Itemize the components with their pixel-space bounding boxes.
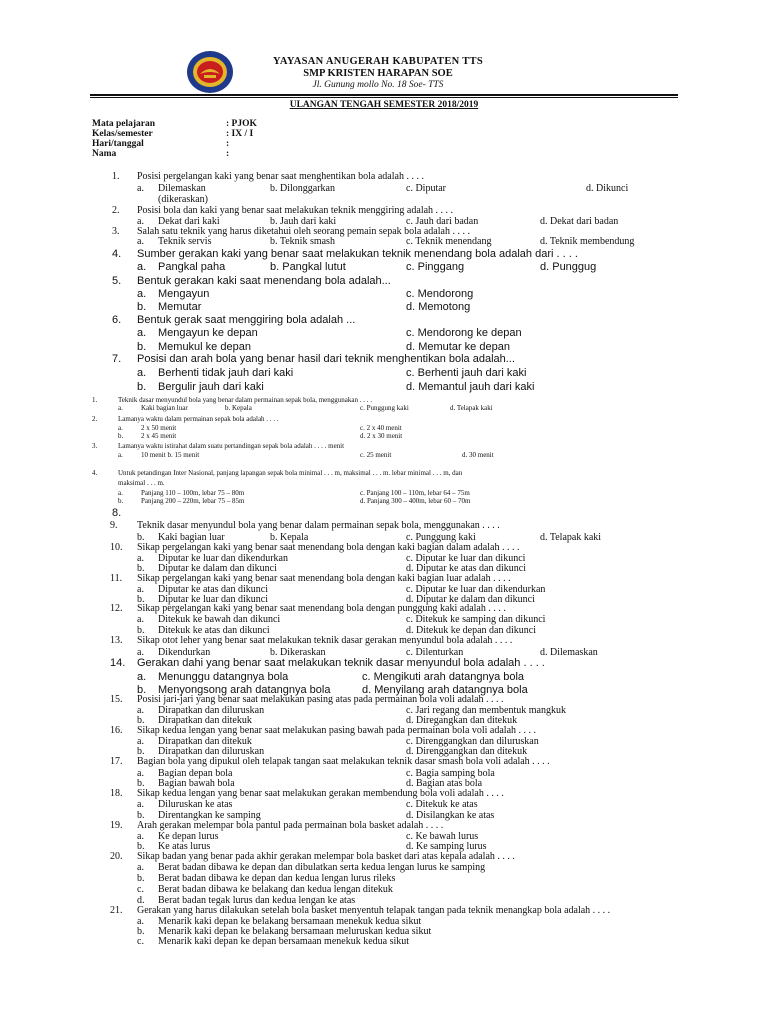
answer-option: Menarik kaki depan ke depan bersamaan menekuk kedua sikut: [158, 936, 410, 947]
answer-option: c. Bagia samping bola: [406, 768, 495, 779]
meta-label: Nama: [92, 149, 117, 159]
answer-option: b.: [137, 381, 147, 393]
school-address: Jl. Gunung mollo No. 18 Soe- TTS: [312, 80, 444, 90]
answer-option: c. Mendorong ke depan: [406, 327, 522, 339]
question-number: 18.: [110, 788, 123, 799]
small-question-number: 3.: [92, 442, 98, 450]
question-number: 3.: [112, 226, 120, 237]
answer-option: d. Dikunci: [586, 183, 629, 194]
answer-option: a.: [137, 327, 147, 339]
answer-option: Dirapatkan dan diluruskan: [158, 746, 265, 757]
answer-option: c. Jari regang dan membentuk mangkuk: [406, 705, 566, 716]
question-number: 21.: [110, 905, 123, 916]
answer-option: Berhenti tidak jauh dari kaki: [158, 367, 294, 379]
small-answer-option: d. Telapak kaki: [450, 404, 493, 412]
meta-value: :: [226, 139, 230, 149]
small-answer-option: d. 2 x 30 menit: [360, 432, 403, 440]
small-answer-option: c. Punggung kaki: [360, 404, 409, 412]
answer-option: a.: [137, 614, 144, 625]
answer-option: c. Jauh dari badan: [406, 216, 479, 227]
answer-option: b. Dikeraskan: [270, 647, 326, 658]
answer-option: Menarik kaki depan ke belakang bersamaan menekuk kedua sikut: [158, 916, 422, 927]
meta-value: : IX / I: [226, 129, 254, 139]
question-number: 9.: [110, 520, 118, 531]
meta-row: [92, 149, 229, 159]
question-number: 11.: [110, 573, 123, 584]
answer-option: b. Jauh dari kaki: [270, 216, 337, 227]
answer-option: d. Teknik membendung: [540, 236, 635, 247]
question-number: 15.: [110, 694, 123, 705]
small-question-text: Lamanya waktu istirahat dalam suatu pertandingan sepak bola adalah . . . . menit: [118, 442, 345, 450]
small-answer-option: 10 menit b. 15 menit: [141, 451, 200, 459]
answer-option: Dirapatkan dan ditekuk: [158, 715, 252, 726]
small-answer-option: Panjang 200 – 220m, lebar 75 – 85m: [141, 497, 245, 505]
answer-option: b.: [137, 563, 145, 574]
answer-option: a.: [137, 367, 147, 379]
small-answer-option: Kaki bagian luar: [141, 404, 188, 412]
answer-option: b.: [137, 841, 145, 852]
answer-option: Dilemaskan: [158, 183, 206, 194]
question-text: Gerakan yang harus dilakukan setelah bola basket menyentuh telapak tangan pada teknik menangkap bola adalah . . . .: [137, 905, 611, 916]
question-number: 13.: [110, 635, 123, 646]
answer-option: Diputar ke atas dan dikunci: [158, 584, 268, 595]
answer-option: d. Ditekuk ke depan dan dikunci: [406, 625, 536, 636]
school-name: SMP KRISTEN HARAPAN SOE: [303, 68, 453, 79]
answer-option: Diputar ke luar dan dikendurkan: [158, 553, 288, 564]
question-text: Sikap pergelangan kaki yang benar saat menendang bola dengan punggung kaki adalah . . . .: [137, 603, 506, 614]
answer-option: b.: [137, 810, 145, 821]
answer-option: a.: [137, 831, 144, 842]
answer-option: d. Punggug: [540, 261, 597, 273]
answer-option: c.: [137, 884, 144, 895]
question-text: Posisi pergelangan kaki yang benar saat menghentikan bola adalah . . . .: [137, 171, 424, 182]
answer-option: d. Diregangkan dan ditekuk: [406, 715, 518, 726]
answer-option: Menunggu datangnya bola: [158, 671, 289, 683]
question-text: Arah gerakan melempar bola pantul pada permainan bola basket adalah . . . .: [137, 820, 444, 831]
answer-option: b.: [137, 684, 147, 696]
answer-option: a.: [137, 288, 147, 300]
answer-option: Mengayun: [158, 288, 210, 300]
answer-option: b.: [137, 341, 147, 353]
answer-option: a.: [137, 736, 144, 747]
answer-option: Menyongsong arah datangnya bola: [158, 684, 331, 696]
small-answer-option: Panjang 110 – 100m, lebar 75 – 80m: [141, 489, 245, 497]
question-text: Gerakan dahi yang benar saat melakukan teknik dasar menyundul bola adalah . . . .: [137, 657, 545, 669]
answer-option: Dirapatkan dan diluruskan: [158, 705, 265, 716]
school-logo-icon: [186, 50, 234, 94]
question-text: Sikap pergelangan kaki yang benar saat menendang bola dengan kaki bagian dalam adalah . . . .: [137, 542, 520, 553]
question-text: Posisi dan arah bola yang benar hasil dari teknik menghentikan bola adalah...: [137, 353, 515, 365]
answer-option: Pangkal paha: [158, 261, 226, 273]
answer-option: c. Teknik menendang: [406, 236, 492, 247]
answer-option: a.: [137, 799, 144, 810]
answer-option: Berat badan dibawa ke belakang dan kedua lengan ditekuk: [158, 884, 393, 895]
answer-option: c. Punggung kaki: [406, 532, 476, 543]
answer-option: d. Telapak kaki: [540, 532, 602, 543]
answer-option: a.: [137, 553, 144, 564]
answer-option: d. Diputar ke atas dan dikunci: [406, 563, 526, 574]
answer-option: c. Diputar ke luar dan dikunci: [406, 553, 526, 564]
question-text: Posisi jari-jari yang benar saat melakukan pasing atas pada permainan bola voli adalah . . . .: [137, 694, 504, 705]
answer-option: Memukul ke depan: [158, 341, 251, 353]
answer-option: d. Memantul jauh dari kaki: [406, 381, 535, 393]
answer-option: b.: [137, 873, 145, 884]
small-answer-option: b.: [118, 432, 124, 440]
question-number: 7.: [112, 353, 122, 365]
answer-option: c. Ditekuk ke samping dan dikunci: [406, 614, 546, 625]
answer-option: a.: [137, 261, 147, 273]
answer-option: b. Teknik smash: [270, 236, 335, 247]
answer-option: c. Diputar: [406, 183, 446, 194]
question-text: Sikap badan yang benar pada akhir gerakan melempar bola basket dari atas kepala adalah . . . .: [137, 851, 515, 862]
small-question-continuation: maksimal . . . m.: [118, 479, 165, 487]
meta-row: [92, 139, 229, 149]
answer-option: a.: [137, 916, 144, 927]
answer-option: c. Direnggangkan dan diluruskan: [406, 736, 539, 747]
answer-option: Berat badan dibawa ke depan dan dibulatkan serta kedua lengan lurus ke samping: [158, 862, 486, 873]
answer-option: b.: [137, 532, 145, 543]
small-answer-option: a.: [118, 404, 123, 412]
answer-option: a.: [137, 647, 144, 658]
answer-option: Berat badan tegak lurus dan kedua lengan ke atas: [158, 895, 356, 906]
small-answer-option: a.: [118, 489, 123, 497]
foundation-name: YAYASAN ANUGERAH KABUPATEN TTS: [272, 56, 483, 67]
answer-option: b.: [137, 778, 145, 789]
answer-option: c. Berhenti jauh dari kaki: [406, 367, 527, 379]
small-question-text: Lamanya waktu dalam permainan sepak bola adalah . . . .: [118, 415, 279, 423]
answer-option: Menarik kaki depan ke belakang bersamaan meluruskan kedua sikut: [158, 926, 432, 937]
answer-option: Kaki bagian luar: [158, 532, 225, 543]
exam-title: ULANGAN TENGAH SEMESTER 2018/2019: [289, 100, 479, 110]
answer-option: d. Direnggangkan dan ditekuk: [406, 746, 528, 757]
answer-option: d. Ke samping lurus: [406, 841, 487, 852]
meta-value: :: [226, 149, 230, 159]
small-answer-option: d. 30 menit: [462, 451, 494, 459]
question-number: 14.: [110, 657, 126, 669]
question-text: Posisi bola dan kaki yang benar saat melakukan teknik menggiring adalah . . . .: [137, 205, 454, 216]
answer-option: b.: [137, 594, 145, 605]
answer-option: Dekat dari kaki: [158, 216, 220, 227]
answer-option: Berat badan dibawa ke depan dan kedua lengan lurus rileks: [158, 873, 396, 884]
small-question-number: 1.: [92, 396, 98, 404]
question-text: Sikap kedua lengan yang benar saat melakukan pasing bawah pada permainan bola voli adalah . . . .: [137, 725, 537, 736]
answer-option: Teknik servis: [158, 236, 212, 247]
question-continuation: (dikeraskan): [158, 194, 208, 205]
small-answer-option: 2 x 45 menit: [141, 432, 177, 440]
answer-option: c. Pinggang: [406, 261, 465, 273]
small-answer-option: c. 2 x 40 menit: [360, 424, 402, 432]
answer-option: d. Bagian atas bola: [406, 778, 483, 789]
question-number: 19.: [110, 820, 123, 831]
question-number: 20.: [110, 851, 123, 862]
answer-option: Bagian bawah bola: [158, 778, 235, 789]
answer-option: Memutar: [158, 301, 202, 313]
answer-option: d. Menyilang arah datangnya bola: [362, 684, 528, 696]
question-text: Bagian bola yang dipukul oleh telapak tangan saat melakukan teknik dasar smash bola voli adalah . . . .: [137, 756, 550, 767]
question-text: Sumber gerakan kaki yang benar saat melakukan teknik menendang bola adalah dari . . . .: [137, 248, 578, 260]
small-answer-option: b.: [118, 497, 124, 505]
answer-option: Bergulir jauh dari kaki: [158, 381, 264, 393]
question-text: Bentuk gerak saat menggiring bola adalah ...: [137, 314, 356, 326]
answer-option: c. Ke bawah lurus: [406, 831, 479, 842]
header-rule-thin: [90, 97, 678, 98]
meta-label: Hari/tanggal: [92, 139, 144, 149]
answer-option: Direntangkan ke samping: [158, 810, 261, 821]
small-question-text: Teknik dasar menyundul bola yang benar dalam permainan sepak bola, menggunakan . . . .: [118, 396, 372, 404]
answer-option: Dirapatkan dan ditekuk: [158, 736, 252, 747]
question-number: 4.: [112, 248, 122, 260]
question-text: Sikap otot leher yang benar saat melakukan teknik dasar gerakan menyundul bola adalah . . . .: [137, 635, 513, 646]
answer-option: a.: [137, 862, 144, 873]
small-question-number: 4.: [92, 469, 98, 477]
answer-option: b.: [137, 926, 145, 937]
question-number: 12.: [110, 603, 123, 614]
answer-option: b. Kepala: [270, 532, 309, 543]
question-number: 17.: [110, 756, 123, 767]
question-number: 8.: [112, 507, 122, 519]
answer-option: d. Memotong: [406, 301, 471, 313]
answer-option: d. Disilangkan ke atas: [406, 810, 495, 821]
answer-option: Diputar ke dalam dan dikunci: [158, 563, 277, 574]
answer-option: Ke atas lurus: [158, 841, 211, 852]
answer-option: a.: [137, 584, 144, 595]
small-answer-option: d. Panjang 300 – 400m, lebar 60 – 70m: [360, 497, 471, 505]
question-text: Sikap pergelangan kaki yang benar saat menendang bola dengan kaki bagian luar adalah . . . .: [137, 573, 511, 584]
small-answer-option: a.: [118, 424, 123, 432]
answer-option: Bagian depan bola: [158, 768, 233, 779]
question-text: Teknik dasar menyundul bola yang benar dalam permainan sepak bola, menggunakan . . . .: [137, 520, 500, 531]
question-number: 6.: [112, 314, 122, 326]
meta-row: [92, 119, 257, 129]
question-number: 2.: [112, 205, 120, 216]
header-rule: [90, 94, 678, 96]
answer-option: b.: [137, 301, 147, 313]
answer-option: d.: [137, 895, 145, 906]
answer-option: Diputar ke luar dan dikunci: [158, 594, 268, 605]
answer-option: b. Dilonggarkan: [270, 183, 335, 194]
answer-option: a.: [137, 768, 144, 779]
question-text: Salah satu teknik yang harus diketahui oleh seorang pemain sepak bola adalah . . . .: [137, 226, 470, 237]
answer-option: c. Dilenturkan: [406, 647, 464, 658]
answer-option: c. Mendorong: [406, 288, 474, 300]
answer-option: a.: [137, 705, 144, 716]
small-answer-option: c. Panjang 100 – 110m, lebar 64 – 75m: [360, 489, 470, 497]
answer-option: Diluruskan ke atas: [158, 799, 233, 810]
small-answer-option: c. 25 menit: [360, 451, 392, 459]
answer-option: d. Diputar ke dalam dan dikunci: [406, 594, 535, 605]
answer-option: c. Diputar ke luar dan dikendurkan: [406, 584, 546, 595]
question-number: 16.: [110, 725, 123, 736]
meta-row: [92, 129, 253, 139]
meta-label: Mata pelajaran: [92, 119, 156, 129]
question-number: 1.: [112, 171, 120, 182]
answer-option: a.: [137, 183, 144, 194]
answer-option: b. Pangkal lutut: [270, 261, 346, 273]
answer-option: a.: [137, 216, 144, 227]
small-answer-option: b. Kepala: [225, 404, 252, 412]
answer-option: Ke depan lurus: [158, 831, 219, 842]
answer-option: Dikendurkan: [158, 647, 211, 658]
answer-option: b.: [137, 746, 145, 757]
answer-option: c. Ditekuk ke atas: [406, 799, 478, 810]
question-text: Bentuk gerakan kaki saat menendang bola adalah...: [137, 275, 391, 287]
answer-option: d. Dilemaskan: [540, 647, 598, 658]
small-question-number: 2.: [92, 415, 98, 423]
small-answer-option: 2 x 50 menit: [141, 424, 177, 432]
answer-option: Mengayun ke depan: [158, 327, 258, 339]
small-answer-option: a.: [118, 451, 123, 459]
answer-option: Ditekuk ke atas dan dikunci: [158, 625, 270, 636]
answer-option: b.: [137, 625, 145, 636]
answer-option: d. Memutar ke depan: [406, 341, 510, 353]
question-number: 5.: [112, 275, 122, 287]
answer-option: a.: [137, 671, 147, 683]
meta-label: Kelas/semester: [92, 129, 153, 139]
answer-option: d. Dekat dari badan: [540, 216, 619, 227]
question-text: Sikap kedua lengan yang benar saat melakukan gerakan membendung bola voli adalah . . . .: [137, 788, 504, 799]
meta-value: : PJOK: [226, 119, 257, 129]
answer-option: c.: [137, 936, 144, 947]
answer-option: Ditekuk ke bawah dan dikunci: [158, 614, 281, 625]
answer-option: b.: [137, 715, 145, 726]
answer-option: a.: [137, 236, 144, 247]
question-number: 10.: [110, 542, 123, 553]
answer-option: c. Mengikuti arah datangnya bola: [362, 671, 525, 683]
small-question-text: Untuk petandingan Inter Nasional, panjang lapangan sepak bola minimal . . . m, maksimal . . . m. lebar minimal . . . m, dan: [118, 469, 463, 477]
